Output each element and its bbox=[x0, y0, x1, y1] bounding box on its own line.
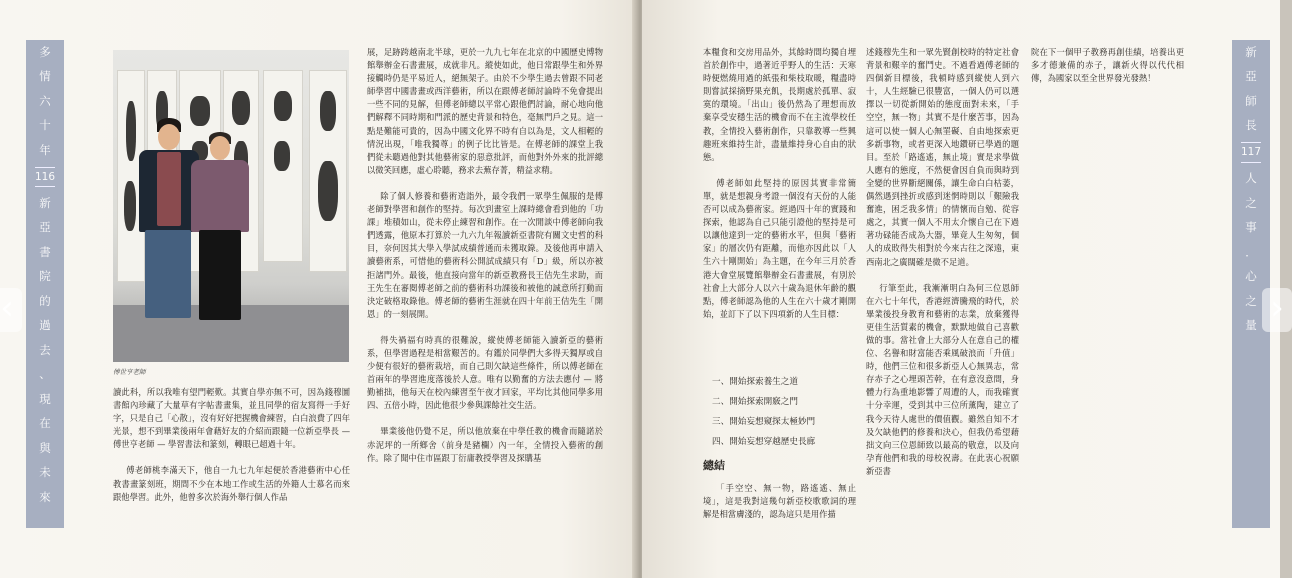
paragraph: 展，足跡跨越南北半球，更於一九九七年在北京的中國歷史博物館舉辦金石書畫展，成就非凡。縱使如此，他日常跟學生和外界接觸時仍是平易近人，絕無架子。由於不少學生過去曾跟不同老師學習中國書畫或西洋藝術，所以在跟傅老師討論時不免會提出一些不同的見解，但傅老師總以平常心跟他們討論，耐心地向他們解釋不同時期和門派的歷史背景和特色，毫無門戶之見。這一點是難能可貴的，因為中國文化界不時有自以為是，文人相輕的情況出現，「唯我獨尊」的例子比比皆是。在傅老師的課堂上我們從未聽過他對其他藝術家的惡意批評，而他對外外來的批評總以微笑回應，虛心聆聽，務求去蕪存菁，精益求精。 bbox=[367, 47, 603, 175]
sidebar-char: 情 bbox=[39, 69, 51, 83]
sidebar-char: 、 bbox=[39, 367, 51, 381]
next-page-button[interactable] bbox=[1262, 288, 1292, 332]
sidebar-char: 量 bbox=[1245, 318, 1257, 332]
sidebar-char: 去 bbox=[39, 342, 51, 357]
left-page bbox=[0, 0, 638, 578]
calligraphy-scroll bbox=[309, 70, 347, 272]
goal-item: 三、開始妄想窺探太極妙門 bbox=[712, 417, 816, 427]
sidebar-char: 之 bbox=[1245, 195, 1257, 210]
chevron-right-icon: › bbox=[1270, 288, 1284, 328]
sidebar-char: 來 bbox=[39, 489, 51, 504]
sidebar-char: 人 bbox=[1245, 171, 1257, 185]
paragraph: 讀此科，所以我唯有望門輕歎。其實自學亦無不可，因為錢穆圖書館內珍藏了大量草有字帖書畫集，並且同學的宿友寫得一手好字，只是自己「心散」，沒有好好把握機會練習，白白浪費了四年光景，想不到畢業後兩年會藉好友的介紹而跟隨一位新亞學長 — 傅世亨老師 — 學習書法和篆刻，轉眼已超過十年。 bbox=[113, 387, 350, 450]
exhibition-photo bbox=[113, 50, 349, 362]
sidebar-char: 多 bbox=[39, 44, 51, 59]
photo-caption: 傅世亨老師 bbox=[113, 368, 146, 376]
sidebar-char: 過 bbox=[39, 318, 51, 332]
left-column-2 bbox=[367, 46, 603, 556]
section-title: 總結 bbox=[703, 459, 725, 472]
sidebar-char: 長 bbox=[1245, 118, 1257, 132]
left-column-1 bbox=[113, 386, 350, 546]
sidebar-char: 與 bbox=[39, 440, 51, 455]
goal-item: 四、開始妄想穿越歷史長廊 bbox=[712, 437, 816, 447]
paragraph: 傅老師桃李滿天下，他自一九七九年起便於香港藝術中心任教書畫篆刻班，期間不少在本地工作或生活的外籍人士慕名而來跟他學習。此外，他曾多次於海外舉行個人作品 bbox=[113, 465, 350, 502]
right-column-1 bbox=[703, 46, 856, 366]
paragraph: 得失禍福有時真的很難說，縱使傅老師能入讀新亞的藝術系，但學習過程是相當艱苦的。有鑑於同學們大多得天獨厚或自少便有很好的藝術栽培，而自己則欠缺這些條件，所以傅老師在首兩年的學習進度落後於人意。唯有以勤奮的方法去應付 — 將勤補拙，他每天在校內練習至午夜才回家，平均比其他同學多用四、五倍小時，因此他很少參與課餘社交生活。 bbox=[367, 334, 603, 411]
right-column-1-continued bbox=[703, 482, 856, 556]
sidebar-char: 十 bbox=[39, 118, 51, 132]
right-column-2 bbox=[866, 46, 1019, 556]
sidebar-char: 事 bbox=[1245, 220, 1257, 234]
sidebar-char: 亞 bbox=[1245, 69, 1257, 83]
paragraph: 本糧食和交房用品外，其餘時間均獨自埋首於創作中，過著近乎野人的生活：天寒時便燃燒用過的紙張和柴枝取暖，糧盡時則嘗試採摘野果充飢，長期處於孤單、寂寞的環境。「出山」後仍然為了理想而放棄享受安穩生活的機會而不在主流學校任教，全情投入藝術創作，只靠教導一些興趣班來維持生計，盡量維持身心自由的狀態。 bbox=[703, 47, 856, 162]
prev-page-button[interactable] bbox=[0, 288, 22, 332]
sidebar-char: 新 bbox=[39, 195, 51, 210]
sidebar-char: 院 bbox=[39, 269, 51, 283]
sidebar-char: 年 bbox=[39, 142, 51, 157]
left-sidebar-band bbox=[26, 40, 64, 528]
paragraph: 院在下一個甲子教務再創佳績，培養出更多才德兼備的赤子，讓新火得以代代相傳，為國家以至全世界發光發熱！ bbox=[1031, 47, 1184, 84]
sidebar-char: 師 bbox=[1245, 93, 1257, 108]
paragraph: 畢業後他仍覺不足，所以他放棄在中學任教的機會而隨諾於赤泥坪的一所鄉舍（前身是豬欄）內一年，全情投入藝術的創作。除了聞中住市區跟丁衍庸教授學習及探購基 bbox=[367, 426, 603, 463]
paragraph: 除了個人修養和藝術造詣外，最令我們一眾學生佩服的是傅老師對學習和創作的堅持。每次到畫室上課時總會看到他的「功課」堆積如山，從未停止練習和創作。在一次閒談中傅老師向我們透露，他原本打算於一九六九年報讀新亞書院有關文史哲的科目，奈何因其大學入學試成績普通而未獲取錄。及後他再申請入讀藝術系，可惜他的藝術科公開試成績只有「D」級，所以亦被拒諸門外。最後，他直接向當年的新亞教務長王佶先生求助，而王先生在審閱傅老師之前的藝術科功課後和被他的誠意所打動而決定破格取錄他。傅老師的藝術生涯就在四十年前王佶先生「開恩」的一刻展開。 bbox=[367, 190, 603, 319]
sidebar-char: ． bbox=[1245, 244, 1257, 259]
paragraph: 傅老師如此堅持的原因其實非常簡單，就是想親身考證一個沒有天份的人能否可以成為藝術家。經過四十年的實踐和探索，他認為自己只能引證他的堅持是可以讓他達到一定的藝術水平，但與「藝術家」的層次仍有距離，而他亦因此以「人生六十剛開始」為主題，在今年三月於香港大會堂展覽館舉辦金石書畫展，有別於社會上大部分人以六十歲為退休年齡的觀點，傅老師認為他的人生在六十歲才剛開始，並訂下了以下四項新的人生目標： bbox=[703, 177, 856, 319]
sidebar-char: 的 bbox=[39, 293, 51, 308]
sidebar-char: 新 bbox=[1245, 44, 1257, 59]
sidebar-char: 在 bbox=[39, 416, 51, 430]
page-number: 117 bbox=[1241, 142, 1261, 163]
calligraphy-scroll bbox=[263, 70, 303, 262]
goal-item: 一、開始探索養生之道 bbox=[712, 377, 798, 387]
sidebar-char: 亞 bbox=[39, 220, 51, 234]
sidebar-char: 未 bbox=[39, 465, 51, 479]
sidebar-char: 現 bbox=[39, 391, 51, 406]
sidebar-char: 心 bbox=[1245, 269, 1257, 283]
sidebar-char: 書 bbox=[39, 244, 51, 259]
goals-list bbox=[712, 372, 815, 452]
paragraph: 述錢穆先生和一眾先賢創校時的特定社會背景和艱辛的奮鬥史。不過看過傅老師的四個新目標後，我頓時感到縱使人到六十，人生經驗已很豐富，一個人仍可以選擇以一切從新開始的態度面對未來，「手空空，無一物」其實不是什麼苦事，因為這可以使一個人心無罣礙、自由地探索更多新事物，或者更深入地鑽研已學過的題目。至於「路遙遙，無止境」實是求學做人應有的態度，不然便會因自負而與時到全變的世界斷絕關係，讓生命白白枯萎，偶然遇到挫折或感到迷惘時則以「艱險我奮進，困乏我多情」的情懷而自勉、從容處之，其實一個人不用太介懷自己在下過著功碌能否成為大器，畢竟人生匆匆，個人的成敗得失相對於今來古往之深遠，東西南北之廣闊確是微不足道。 bbox=[866, 47, 1019, 267]
paragraph: 「手空空、無一物，路遙遙、無止境」，這是我對這幾句新亞校歌歌詞的理解是相當膚淺的，認為這只是用作描 bbox=[703, 483, 856, 520]
sidebar-char: 六 bbox=[39, 93, 51, 108]
goal-item: 二、開始探索開竅之門 bbox=[712, 397, 798, 407]
paragraph: 行筆至此，我漸漸明白為何三位恩師在六七十年代，香港經濟騰飛的時代，於畢業後投身教育和藝術的志業，放棄獲得更佳生活質素的機會，默默地做自己喜歡做的事。當社會上大部分人在意自己的權位、名譽和財富能否乘風破浪而「升值」時，他們三位和很多新亞人心無異志，常存赤子之心埋頭苦幹，在有意沒意間，身體力行為重地影響了周遭的人，而我確實十分幸運，受到其中三位所薰陶，建立了我今天待人處世的價值觀。雖然自知不才及欠缺他們的修養和決心，但我仍希望藉拙文向三位恩師致以最高的敬意，以及向孕育他們和我的母校祝壽。在此衷心祝願新亞書 bbox=[866, 282, 1019, 476]
page-number: 116 bbox=[35, 167, 55, 188]
right-sidebar-band bbox=[1232, 40, 1270, 528]
chevron-left-icon: ‹ bbox=[0, 288, 14, 328]
right-column-3 bbox=[1031, 46, 1184, 126]
sidebar-char: 之 bbox=[1245, 293, 1257, 308]
